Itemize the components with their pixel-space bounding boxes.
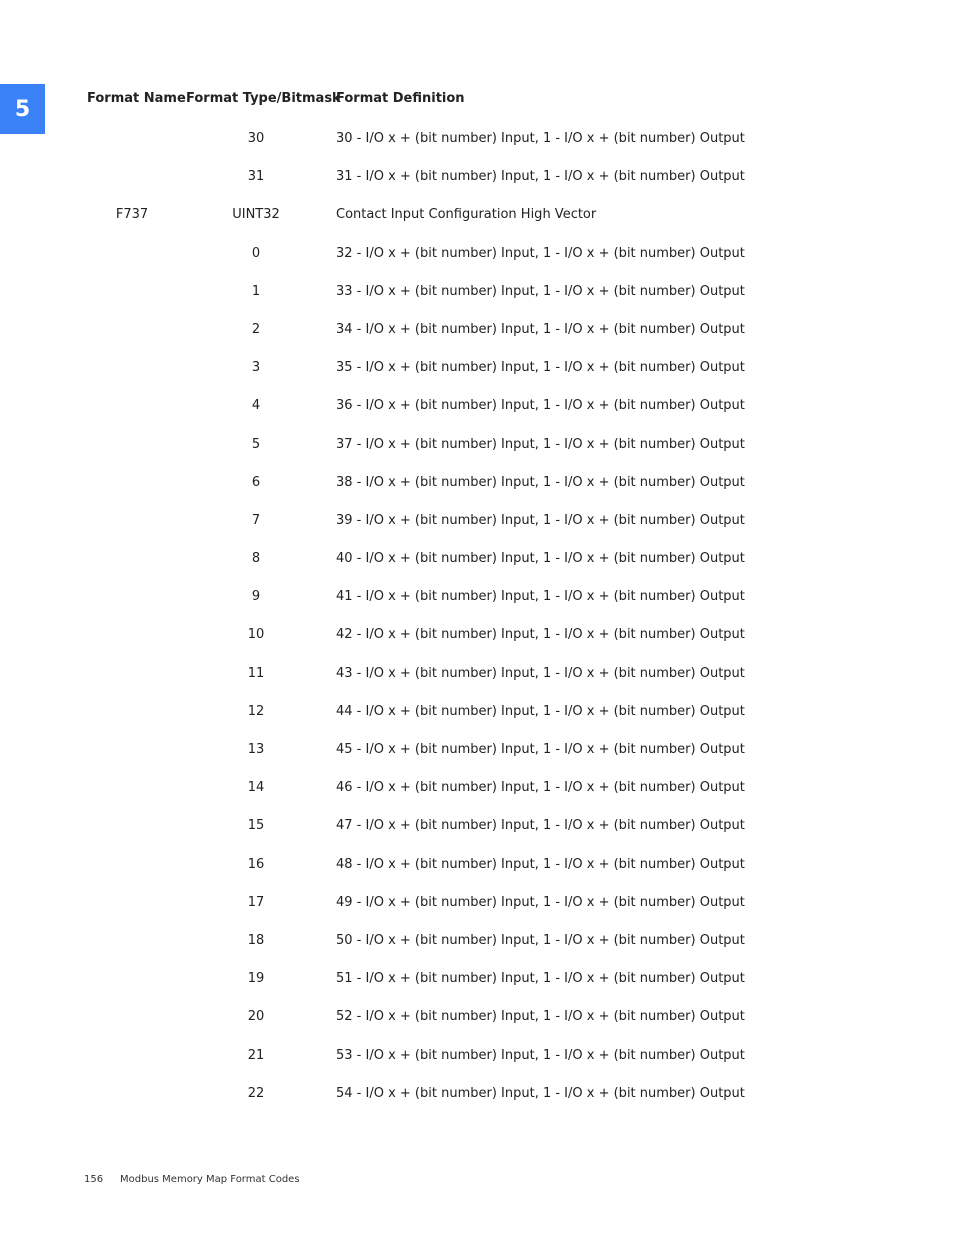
cell-format-type: 6: [251, 474, 261, 490]
cell-format-definition: 42 - I/O x + (bit number) Input, 1 - I/O x + (bit number) Output: [336, 627, 745, 643]
table-row: [0, 815, 954, 853]
cell-format-definition: 46 - I/O x + (bit number) Input, 1 - I/O x + (bit number) Output: [336, 780, 745, 796]
cell-format-type: 7: [251, 512, 261, 528]
cell-format-definition: 53 - I/O x + (bit number) Input, 1 - I/O x + (bit number) Output: [336, 1047, 745, 1063]
table-row: [0, 281, 954, 319]
cell-format-definition: 34 - I/O x + (bit number) Input, 1 - I/O x + (bit number) Output: [336, 321, 745, 337]
cell-format-definition: Contact Input Configuration High Vector: [336, 207, 597, 223]
table-row: [0, 624, 954, 662]
table-row: [0, 434, 954, 472]
cell-format-definition: 52 - I/O x + (bit number) Input, 1 - I/O x + (bit number) Output: [336, 1009, 745, 1025]
page-footer: [84, 1174, 300, 1185]
cell-format-definition: 41 - I/O x + (bit number) Input, 1 - I/O x + (bit number) Output: [336, 589, 745, 605]
table-row: [0, 663, 954, 701]
cell-format-type: 18: [247, 932, 265, 948]
table-row: [0, 128, 954, 166]
table-row: [0, 777, 954, 815]
cell-format-definition: 49 - I/O x + (bit number) Input, 1 - I/O x + (bit number) Output: [336, 894, 745, 910]
table-row: [0, 1083, 954, 1121]
cell-format-definition: 33 - I/O x + (bit number) Input, 1 - I/O x + (bit number) Output: [336, 283, 745, 299]
cell-format-definition: 37 - I/O x + (bit number) Input, 1 - I/O x + (bit number) Output: [336, 436, 745, 452]
cell-format-type: 12: [247, 703, 265, 719]
header-format-type: Format Type/Bitmask: [186, 91, 341, 106]
table-row: [0, 357, 954, 395]
cell-format-type: 10: [247, 627, 265, 643]
cell-format-type: 0: [251, 245, 261, 261]
cell-format-type: 31: [247, 169, 265, 185]
cell-format-type: 21: [247, 1047, 265, 1063]
cell-format-type: 16: [247, 856, 265, 872]
cell-format-type: 11: [247, 665, 265, 681]
table-row: [0, 892, 954, 930]
table-row: [0, 204, 954, 242]
cell-format-definition: 32 - I/O x + (bit number) Input, 1 - I/O x + (bit number) Output: [336, 245, 745, 261]
cell-format-definition: 54 - I/O x + (bit number) Input, 1 - I/O x + (bit number) Output: [336, 1085, 745, 1101]
table-header: [0, 88, 954, 110]
cell-format-type: 2: [251, 321, 261, 337]
cell-format-type: 20: [247, 1009, 265, 1025]
cell-format-definition: 31 - I/O x + (bit number) Input, 1 - I/O x + (bit number) Output: [336, 169, 745, 185]
cell-format-definition: 43 - I/O x + (bit number) Input, 1 - I/O x + (bit number) Output: [336, 665, 745, 681]
page-number: 156: [84, 1174, 104, 1185]
cell-format-type: 9: [251, 589, 261, 605]
table-row: [0, 701, 954, 739]
cell-format-definition: 38 - I/O x + (bit number) Input, 1 - I/O x + (bit number) Output: [336, 474, 745, 490]
table-row: [0, 854, 954, 892]
cell-format-definition: 48 - I/O x + (bit number) Input, 1 - I/O x + (bit number) Output: [336, 856, 745, 872]
cell-format-type: 30: [247, 131, 265, 146]
cell-format-type: 19: [247, 971, 265, 987]
cell-format-name: F737: [115, 207, 149, 223]
cell-format-type: 1: [251, 283, 261, 299]
cell-format-definition: 45 - I/O x + (bit number) Input, 1 - I/O x + (bit number) Output: [336, 742, 745, 757]
cell-format-definition: 30 - I/O x + (bit number) Input, 1 - I/O x + (bit number) Output: [336, 131, 745, 146]
table-row: [0, 319, 954, 357]
cell-format-definition: 51 - I/O x + (bit number) Input, 1 - I/O x + (bit number) Output: [336, 971, 745, 987]
cell-format-type: 15: [247, 818, 265, 834]
table-body: [0, 128, 954, 1121]
cell-format-type: 14: [247, 780, 265, 796]
cell-format-definition: 35 - I/O x + (bit number) Input, 1 - I/O x + (bit number) Output: [336, 360, 745, 376]
cell-format-definition: 50 - I/O x + (bit number) Input, 1 - I/O x + (bit number) Output: [336, 932, 745, 948]
chapter-tab: 5: [0, 84, 45, 134]
cell-format-definition: 39 - I/O x + (bit number) Input, 1 - I/O x + (bit number) Output: [336, 512, 745, 528]
table-row: [0, 1045, 954, 1083]
table-row: [0, 930, 954, 968]
table-row: [0, 739, 954, 777]
cell-format-definition: 44 - I/O x + (bit number) Input, 1 - I/O x + (bit number) Output: [336, 703, 745, 719]
cell-format-type: 4: [251, 398, 261, 414]
table-row: [0, 548, 954, 586]
table-row: [0, 510, 954, 548]
table-row: [0, 472, 954, 510]
cell-format-definition: 47 - I/O x + (bit number) Input, 1 - I/O x + (bit number) Output: [336, 818, 745, 834]
cell-format-definition: 40 - I/O x + (bit number) Input, 1 - I/O x + (bit number) Output: [336, 551, 745, 567]
table-row: [0, 395, 954, 433]
cell-format-type: 5: [251, 436, 261, 452]
table-row: [0, 968, 954, 1006]
cell-format-type: 17: [247, 894, 265, 910]
header-format-definition: Format Definition: [336, 91, 465, 106]
table-row: [0, 243, 954, 281]
cell-format-type: UINT32: [232, 207, 280, 223]
header-format-name: Format Name: [87, 91, 186, 106]
section-title: Modbus Memory Map Format Codes: [120, 1174, 300, 1185]
table-row: [0, 1006, 954, 1044]
cell-format-type: 8: [251, 551, 261, 567]
table-row: [0, 586, 954, 624]
table-row: [0, 166, 954, 204]
cell-format-type: 22: [247, 1085, 265, 1101]
cell-format-type: 13: [247, 742, 265, 757]
cell-format-type: 3: [251, 360, 261, 376]
cell-format-definition: 36 - I/O x + (bit number) Input, 1 - I/O x + (bit number) Output: [336, 398, 745, 414]
